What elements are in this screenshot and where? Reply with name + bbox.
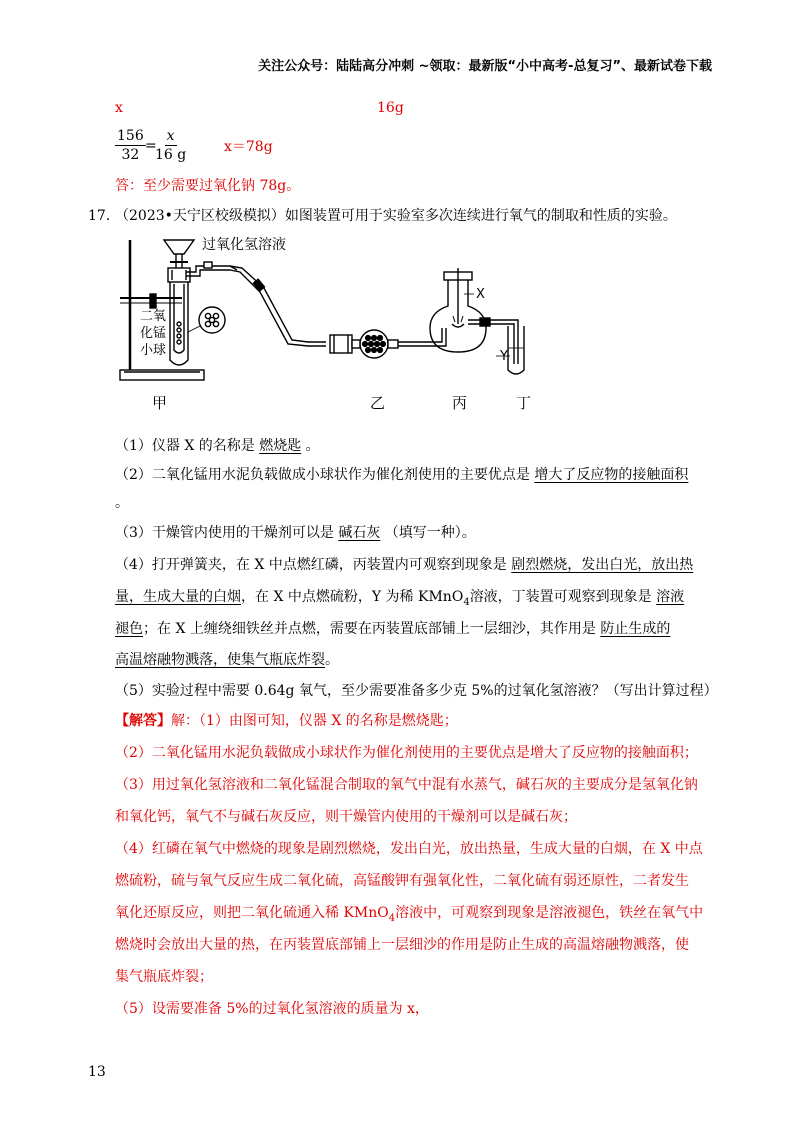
subq-3-end: （填写一种）。 xyxy=(380,525,476,541)
label-mno2-1: 二氧 xyxy=(140,309,167,324)
subq-4-line1 xyxy=(115,555,693,575)
mass-label: 16g xyxy=(377,100,404,116)
subq-3-answer: 碱石灰 xyxy=(338,525,381,541)
label-jia: 甲 xyxy=(152,394,168,412)
subq-2 xyxy=(115,465,688,485)
subq-3-text: （3）干燥管内使用的干燥剂可以是 xyxy=(115,525,339,541)
result-x: x＝78g xyxy=(224,139,273,155)
subq-2-end: 。 xyxy=(115,495,129,511)
label-mno2-2: 化锰 xyxy=(140,326,167,341)
fraction-right-denominator: 16 g xyxy=(155,147,187,163)
label-x: X xyxy=(476,287,485,302)
solution-line9: 集气瓶底炸裂； xyxy=(115,969,213,985)
question-number: 17. xyxy=(88,208,111,224)
subq-4-answer3b: 高温熔融物溅落，使集气瓶底炸裂 xyxy=(115,652,325,668)
prev-answer: 答：至少需要过氧化钠 78g。 xyxy=(115,178,301,194)
solution-line3: （3）用过氧化氢溶液和二氧化锰混合制取的氧气中混有水蒸气，碱石灰的主要成分是氢氧化钠 xyxy=(115,777,698,793)
subq-4-text3: 溶液，丁装置可观察到现象是 xyxy=(469,589,657,605)
solution-line2: （2）二氧化锰用水泥负载做成小球状作为催化剂使用的主要优点是增大了反应物的接触面积； xyxy=(115,745,698,761)
subq-1-answer: 燃烧匙 xyxy=(259,438,302,454)
solution-line8: 燃烧时会放出大量的热，在丙装置底部铺上一层细沙的作用是防止生成的高温熔融物溅落，使 xyxy=(115,937,689,953)
subq-4-answer3a: 防止生成的 xyxy=(600,621,671,637)
fraction-right xyxy=(155,127,186,164)
question-stem: （2023•天宁区校级模拟）如图装置可用于实验室多次连续进行氧气的制取和性质的实验。 xyxy=(115,208,677,224)
label-mno2-3: 小球 xyxy=(140,343,167,358)
solution-line7 xyxy=(115,903,703,929)
equals-sign: = xyxy=(145,138,157,154)
solution-line4: 和氧化钙，氧气不与碱石灰反应，则干燥管内使用的干燥剂可以是碱石灰； xyxy=(115,809,577,825)
page-header: 关注公众号：陆陆高分冲刺 ~领取：最新版“小中高考-总复习”、最新试卷下载 xyxy=(258,59,712,74)
subq-4-subscript: 4 xyxy=(463,596,470,608)
label-yi: 乙 xyxy=(370,394,386,412)
subq-4-text4: ；在 X 上缠绕细铁丝并点燃，需要在丙装置底部铺上一层细沙，其作用是 xyxy=(143,621,601,637)
solution-line5: （4）红磷在氧气中燃烧的现象是剧烈燃烧，发出白光，放出热量，生成大量的白烟，在 X 中点 xyxy=(115,841,703,857)
subq-5: （5）实验过程中需要 0.64g 氧气，至少需要准备多少克 5%的过氧化氢溶液？（写出计算过程） xyxy=(115,683,718,699)
solution-line1 xyxy=(115,711,458,731)
label-ding: 丁 xyxy=(516,394,532,412)
solution-tag: 【解答】 xyxy=(115,713,171,729)
subq-4-text1: （4）打开弹簧夹，在 X 中点燃红磷，丙装置内可观察到现象是 xyxy=(115,557,512,573)
label-h2o2: 过氧化氢溶液 xyxy=(202,237,286,253)
solution-line6: 燃硫粉，硫与氧气反应生成二氧化硫，高锰酸钾有强氧化性，二氧化硫有弱还原性，二者发生 xyxy=(115,873,689,889)
fraction-left xyxy=(115,127,146,164)
subq-1-text: （1）仪器 X 的名称是 xyxy=(115,438,260,454)
subq-4-line4 xyxy=(115,650,339,670)
apparatus-diagram xyxy=(112,232,552,412)
subq-1 xyxy=(115,436,320,456)
subq-1-end: 。 xyxy=(301,438,320,454)
fraction-left-denominator: 32 xyxy=(121,147,140,163)
page-number: 13 xyxy=(88,1064,106,1080)
subq-3 xyxy=(115,523,476,543)
subq-4-text2: ，在 X 中点燃硫粉，Y 为稀 KMnO xyxy=(241,589,464,605)
subq-4-line2 xyxy=(115,587,684,613)
solution-line7-a: 氧化还原反应，则把二氧化硫通入稀 KMnO xyxy=(115,905,389,921)
subq-4-answer1a: 剧烈燃烧，发出白光，放出热 xyxy=(511,557,694,573)
solution-line10: （5）设需要准备 5%的过氧化氢溶液的质量为 x， xyxy=(115,1001,429,1017)
solution-line7-b: 溶液中，可观察到现象是溶液褪色，铁丝在氧气中 xyxy=(395,905,704,921)
label-bing: 丙 xyxy=(452,394,468,412)
subq-4-answer1b: 量，生成大量的白烟 xyxy=(115,589,241,605)
subq-2-text: （2）二氧化锰用水泥负载做成小球状作为催化剂使用的主要优点是 xyxy=(115,467,535,483)
subq-4-answer2a: 溶液 xyxy=(656,589,685,605)
subq-4-end: 。 xyxy=(325,652,339,668)
solution-text1: 解：（1）由图可知，仪器 X 的名称是燃烧匙； xyxy=(171,713,458,729)
subq-2-answer: 增大了反应物的接触面积 xyxy=(534,467,689,483)
fraction-right-numerator: x xyxy=(166,128,175,144)
label-y: Y xyxy=(500,349,508,364)
solution-line7-sub: 4 xyxy=(388,912,396,924)
subq-4-answer2b: 褪色 xyxy=(115,621,143,637)
fraction-left-numerator: 156 xyxy=(117,128,144,144)
var-x-label: x xyxy=(115,100,123,116)
subq-4-line3 xyxy=(115,619,670,639)
